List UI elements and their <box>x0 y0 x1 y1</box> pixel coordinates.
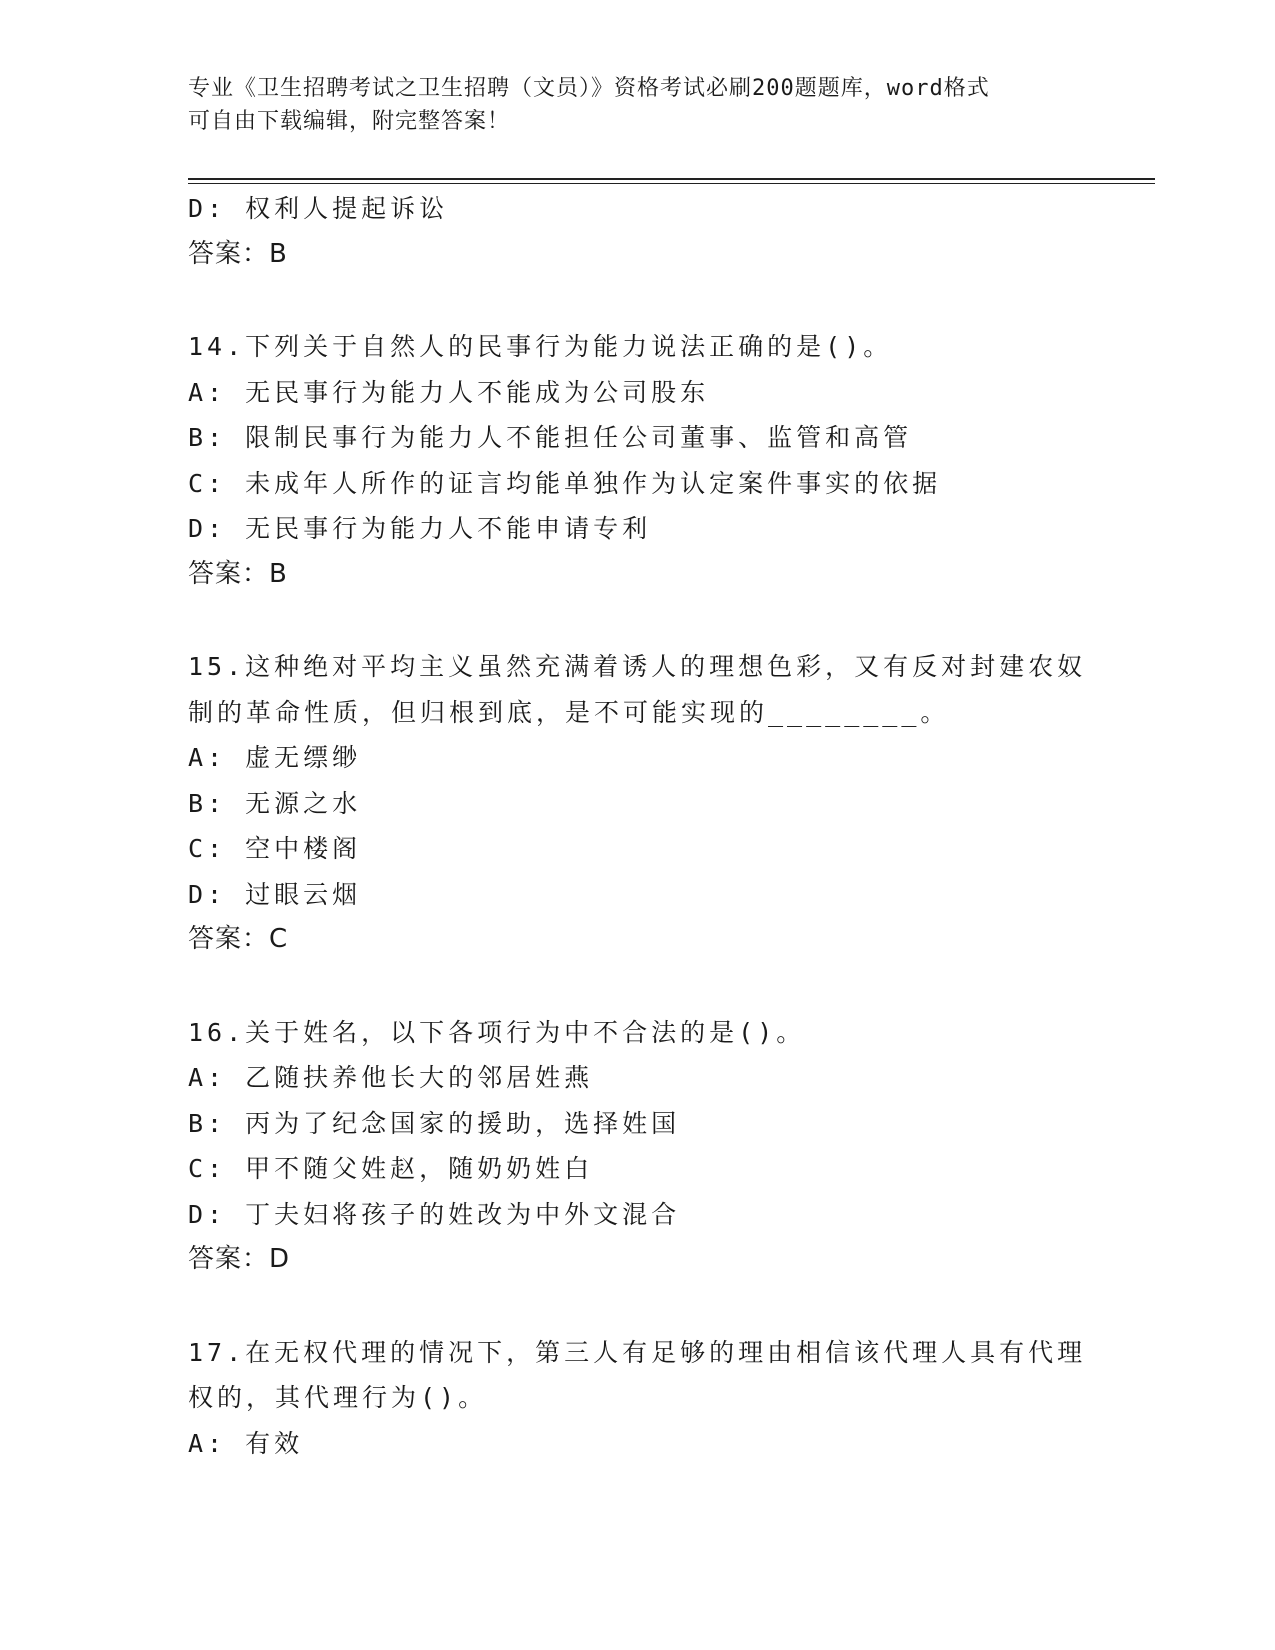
spacer <box>188 1283 1088 1330</box>
question-15 <box>188 644 1088 963</box>
answer-line: 答案：D <box>188 1244 291 1274</box>
option-b: B: 无源之水 <box>188 788 362 818</box>
spacer <box>188 597 1088 644</box>
answer-line: 答案：B <box>188 238 288 269</box>
option-b: B: 限制民事行为能力人不能担任公司董事、监管和高管 <box>188 423 913 452</box>
option-c: C: 空中楼阁 <box>188 834 362 863</box>
option-d: D: 无民事行为能力人不能申请专利 <box>188 514 652 543</box>
header-title-line-1: 专业《卫生招聘考试之卫生招聘（文员）》资格考试必刷200题题库，word格式 <box>188 76 990 101</box>
question-stem: 15.这种绝对平均主义虽然充满着诱人的理想色彩，又有反对封建农奴 <box>188 652 1087 681</box>
option-c: C: 甲不随父姓赵，随奶奶姓白 <box>188 1154 594 1183</box>
option-a: A: 乙随扶养他长大的邻居姓燕 <box>188 1063 594 1092</box>
option-b: B: 丙为了纪念国家的援助，选择姓国 <box>188 1108 681 1138</box>
option-d: D: 丁夫妇将孩子的姓改为中外文混合 <box>188 1199 681 1229</box>
option-c: C: 未成年人所作的证言均能单独作为认定案件事实的依据 <box>188 468 942 498</box>
question-16 <box>188 1010 1088 1283</box>
question-stem-continued: 权的，其代理行为()。 <box>188 1383 488 1412</box>
answer-line: 答案：C <box>188 924 289 954</box>
answer-line: 答案：B <box>188 558 288 589</box>
question-14 <box>188 324 1088 597</box>
previous-question-fragment <box>188 186 1088 277</box>
spacer <box>188 963 1088 1010</box>
option-a: A: 虚无缥缈 <box>188 743 362 772</box>
question-stem: 16.关于姓名，以下各项行为中不合法的是()。 <box>188 1017 806 1047</box>
option-a: A: 有效 <box>188 1428 304 1458</box>
option-d: D: 过眼云烟 <box>188 879 362 909</box>
question-stem: 17.在无权代理的情况下，第三人有足够的理由相信该代理人具有代理 <box>188 1337 1087 1367</box>
spacer <box>188 277 1088 324</box>
question-stem-continued: 制的革命性质，但归根到底，是不可能实现的________。 <box>188 697 950 727</box>
header-title-line-2: 可自由下载编辑，附完整答案！ <box>188 109 511 134</box>
header-divider-thin <box>188 183 1155 184</box>
question-17 <box>188 1330 1088 1467</box>
question-stem: 14.下列关于自然人的民事行为能力说法正确的是()。 <box>188 332 893 361</box>
question-list <box>188 186 1088 1466</box>
page-header <box>188 72 1068 138</box>
header-divider-thick <box>188 178 1155 180</box>
option-d: D: 权利人提起诉讼 <box>188 194 449 223</box>
option-a: A: 无民事行为能力人不能成为公司股东 <box>188 377 710 407</box>
